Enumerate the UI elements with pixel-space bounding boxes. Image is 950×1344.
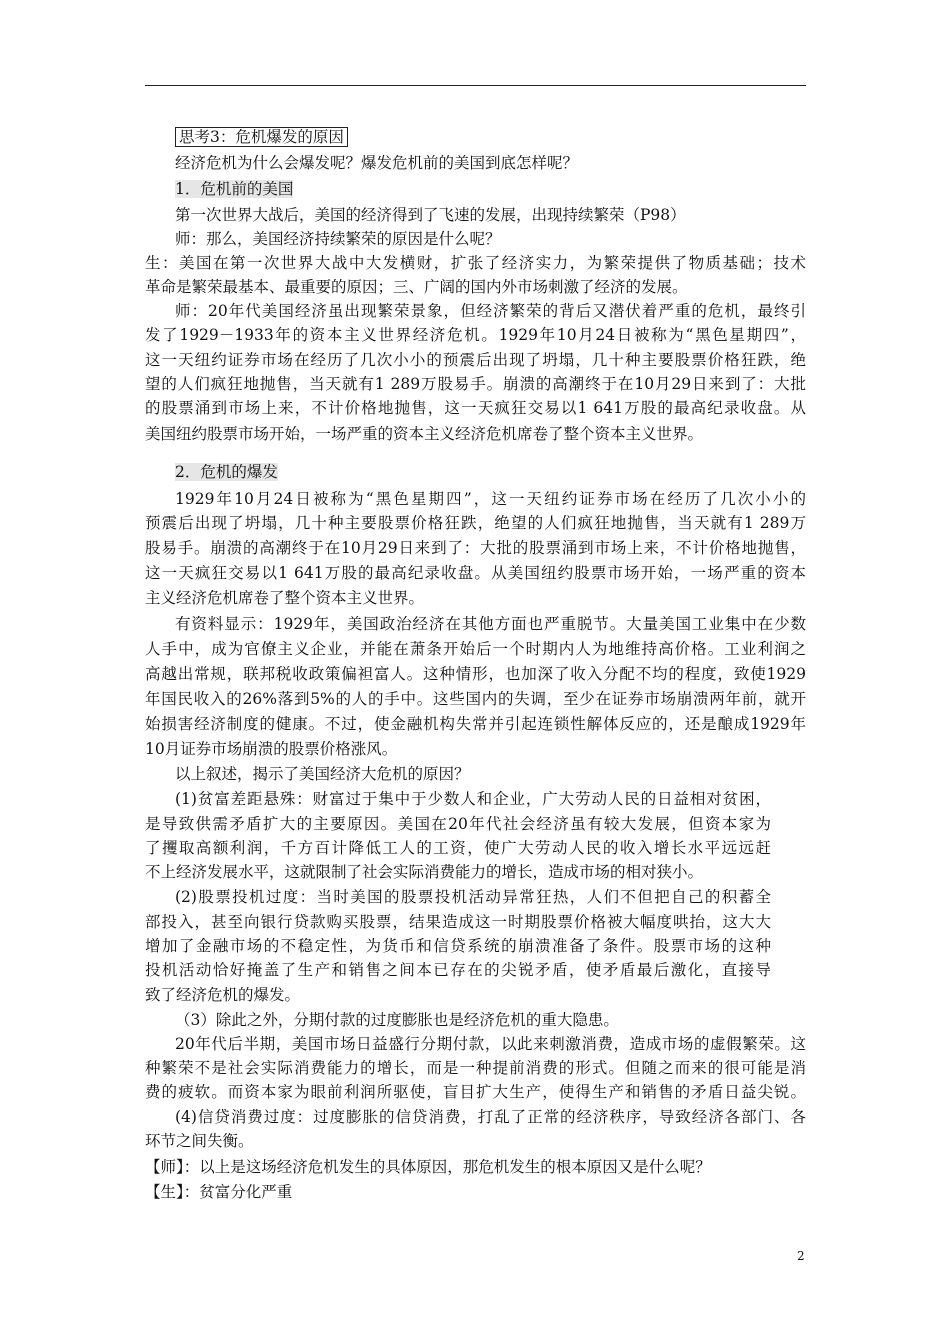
page-number: 2: [797, 1249, 805, 1263]
paragraph-line: 这一天疯狂交易以1 641万股的最高纪录收盘。从美国纽约股票市场开始，一场严重的资本: [145, 564, 806, 582]
paragraph-line: 望的人们疯狂地抛售，当天就有1 289万股易手。崩溃的高潮终于在10月29日来到了：大批: [145, 375, 806, 393]
cause-2-line: 增加了金融市场的不稳定性，为货币和信贷系统的崩溃准备了条件。股票市场的这种: [145, 937, 771, 955]
teacher-question: 【师】：以上是这场经济危机发生的具体原因，那危机发生的根本原因又是什么呢？: [145, 1158, 711, 1176]
paragraph-line: 第一次世界大战后，美国的经济得到了飞速的发展，出现持续繁荣（P98）: [175, 206, 686, 224]
paragraph-line: 的股票涌到市场上来，不计价格地抛售，这一天疯狂交易以1 641万股的最高纪录收盘。从: [145, 399, 806, 417]
paragraph-line: 革命是繁荣最基本、最重要的原因；三、广阔的国内外市场刺激了经济的发展。: [145, 278, 688, 296]
student-label: 【生】: [145, 1183, 184, 1201]
paragraph-line: 师：20年代美国经济虽出现繁荣景象，但经济繁荣的背后又潜伏着严重的危机，最终引: [175, 302, 806, 320]
paragraph-line: 有资料显示：1929年，美国政治经济在其他方面也严重脱节。大量美国工业集中在少数: [175, 615, 806, 633]
paragraph-line: 1929年10月24日被称为“黑色星期四”，这一天纽约证券市场在经历了几次小小的: [175, 490, 806, 508]
paragraph-line: 这一天纽约证券市场在经历了几次小小的预震后出现了坍塌，几十种主要股票价格狂跌，绝: [145, 351, 806, 369]
paragraph-line: 始损害经济制度的健康。不过，使金融机构失常并引起连锁性解体反应的，还是酿成1929年: [145, 715, 806, 733]
section-heading: 思考3：危机爆发的原因: [175, 127, 348, 147]
cause-2-line: (2)股票投机过度：当时美国的股票投机活动异常狂热，人们不但把自己的积蓄全: [175, 888, 771, 906]
teacher-label: 【师】: [145, 1158, 184, 1176]
paragraph-line: 生：美国在第一次世界大战中大发横财，扩张了经济实力，为繁荣提供了物质基础；技术: [145, 254, 806, 272]
paragraph-line: 10月证券市场崩溃的股票价格涨风。: [145, 740, 398, 758]
paragraph-line: 预震后出现了坍塌，几十种主要股票价格狂跌，绝望的人们疯狂地抛售，当天就有1 289万: [145, 514, 806, 532]
paragraph-line: 主义经济危机席卷了整个资本主义世界。: [145, 589, 425, 607]
cause-4-line: 环节之间失衡。: [145, 1132, 254, 1150]
cause-3-line: （3）除此之外，分期付款的过度膨胀也是经济危机的重大隐患。: [175, 1011, 619, 1029]
cause-3-line: 20年代后半期，美国市场日益盛行分期付款，以此来刺激消费，造成市场的虚假繁荣。这: [175, 1035, 806, 1053]
paragraph-line: 美国纽约股票市场开始，一场严重的资本主义经济危机席卷了整个资本主义世界。: [145, 425, 704, 443]
subheading-crisis-outbreak: 2．危机的爆发: [175, 463, 278, 481]
subheading-before-crisis: 1．危机前的美国: [175, 180, 294, 198]
paragraph-line: 人手中，成为官僚主义企业，并能在萧条开始后一个时期内人为地维持高价格。工业利润之: [145, 640, 806, 658]
paragraph-line: 股易手。崩溃的高潮终于在10月29日来到了：大批的股票涌到市场上来，不计价格地抛售，: [145, 539, 806, 557]
student-answer: 【生】：贫富分化严重: [145, 1183, 293, 1201]
cause-1-line: 是导致供需矛盾扩大的主要原因。美国在20年代社会经济虽有较大发展，但资本家为: [145, 815, 771, 833]
paragraph-line: 年国民收入的26%落到5%的人的手中。这些国内的失调，至少在证券市场崩溃两年前，就开: [145, 690, 806, 708]
cause-1-line: 了攫取高额利润，千方百计降低工人的工资，使广大劳动人民的收入增长水平远远赶: [145, 839, 771, 857]
cause-4-line: (4)信贷消费过度：过度膨胀的信贷消费，打乱了正常的经济秩序，导致经济各部门、各: [175, 1108, 806, 1126]
paragraph-line: 高越出常规，联邦税收政策偏袒富人。这种情形，也加深了收入分配不均的程度，致使1929: [145, 665, 806, 683]
cause-1-line: 不上经济发展水平，这就限制了社会实际消费能力的增长，造成市场的相对狭小。: [145, 863, 704, 881]
question-line: 以上叙述，揭示了美国经济大危机的原因？: [175, 765, 470, 783]
intro-question: 经济危机为什么会爆发呢？爆发危机前的美国到底怎样呢？: [175, 154, 579, 172]
cause-3-line: 种繁荣不是社会实际消费能力的增长，而是一种提前消费的形式。但随之而来的很可能是消: [145, 1059, 806, 1077]
cause-2-line: 投机活动恰好掩盖了生产和销售之间本已存在的尖锐矛盾，使矛盾最后激化，直接导: [145, 961, 771, 979]
paragraph-line: 发了1929－1933年的资本主义世界经济危机。1929年10月24日被称为“黑色星期四”，: [145, 326, 806, 344]
cause-2-line: 部投入，甚至向银行贷款购买股票，结果造成这一时期股票价格被大幅度哄抬，这大大: [145, 913, 771, 931]
cause-3-line: 费的疲软。而资本家为眼前利润所驱使，盲目扩大生产，使得生产和销售的矛盾日益尖锐。: [145, 1083, 806, 1101]
cause-1-line: (1)贫富差距悬殊：财富过于集中于少数人和企业，广大劳动人民的日益相对贫困，: [175, 790, 771, 808]
paragraph-line: 师：那么，美国经济持续繁荣的原因是什么呢？: [175, 230, 501, 248]
cause-2-line: 致了经济危机的爆发。: [145, 986, 301, 1004]
header-rule: [145, 85, 806, 86]
